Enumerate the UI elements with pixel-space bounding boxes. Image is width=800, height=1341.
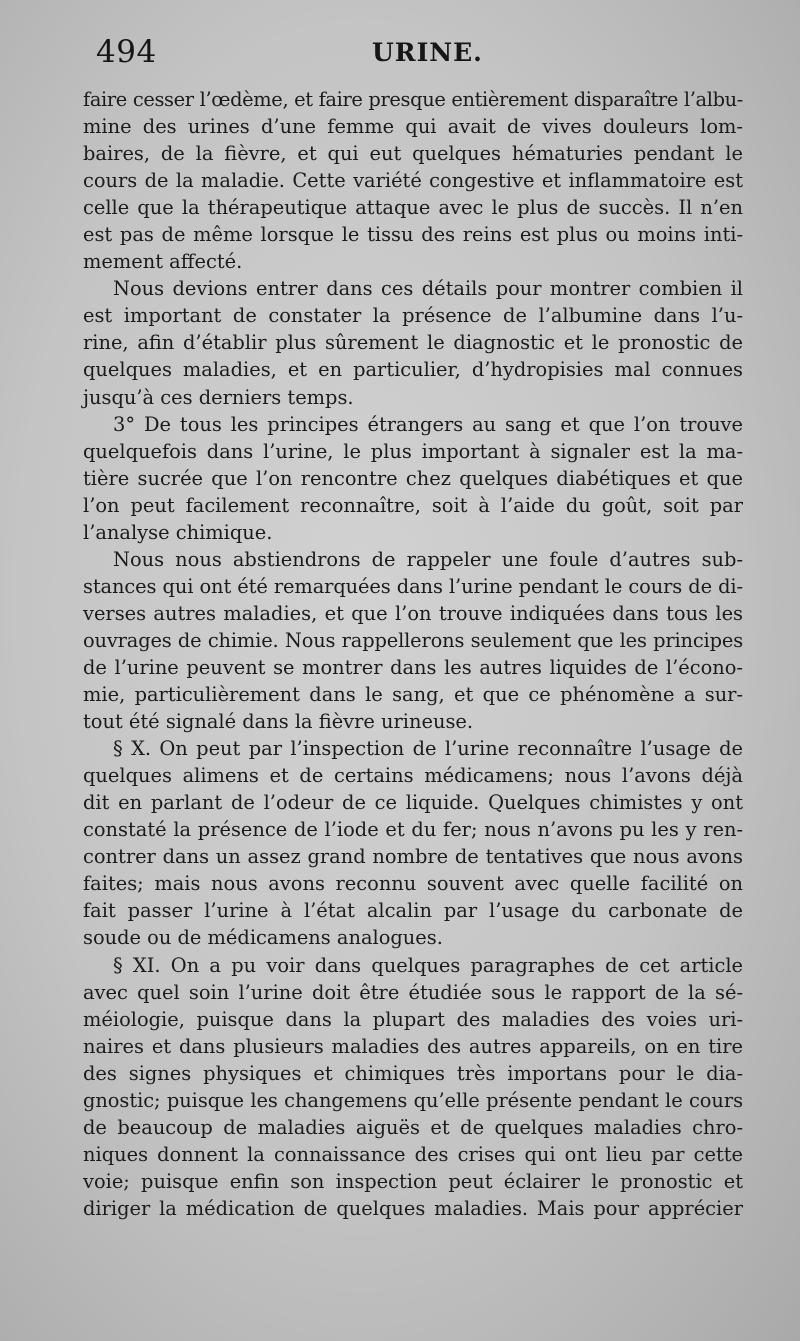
text-line: faire cesser l’œdème, et faire presque entièrement disparaître l’albu- [83,88,743,111]
text-line: avec quel soin l’urine doit être étudiée sous le rapport de la sé- [83,980,743,1004]
text-line: mement affecté. [83,250,243,274]
text-line: niques donnent la connaissance des crises qui ont lieu par cette [83,1142,743,1166]
text-line: contrer dans un assez grand nombre de tentatives que nous avons [83,845,743,869]
text-line: quelquefois dans l’urine, le plus important à signaler est la ma- [83,439,743,463]
text-line: mine des urines d’une femme qui avait de vives douleurs lom- [83,115,743,139]
running-head: URINE. [372,38,483,67]
text-line: tière sucrée que l’on rencontre chez quelques diabétiques et que [83,466,743,490]
text-line: jusqu’à ces derniers temps. [83,385,354,409]
text-line: fait passer l’urine à l’état alcalin par l’usage du carbonate de [83,899,743,923]
text-line: baires, de la fièvre, et qui eut quelques hématuries pendant le [83,142,743,166]
text-line: stances qui ont été remarquées dans l’urine pendant le cours de di- [83,574,743,598]
text-line: § XI. On a pu voir dans quelques paragraphes de cet article [113,953,743,977]
text-line: voie; puisque enfin son inspection peut éclairer le pronostic et [83,1169,743,1193]
text-line: est pas de même lorsque le tissu des reins est plus ou moins inti- [83,223,743,247]
text-line: de beaucoup de maladies aiguës et de quelques maladies chro- [83,1115,743,1139]
text-line: quelques maladies, et en particulier, d’hydropisies mal connues [83,358,743,382]
text-line: rine, afin d’établir plus sûrement le diagnostic et le pronostic de [83,331,743,355]
text-line: naires et dans plusieurs maladies des autres appareils, on en tire [83,1034,743,1058]
text-line: § X. On peut par l’inspection de l’urine reconnaître l’usage de [113,737,743,761]
text-line: ouvrages de chimie. Nous rappellerons seulement que les principes [83,628,743,652]
text-line: dit en parlant de l’odeur de ce liquide. Quelques chimistes y ont [83,791,743,815]
text-line: 3° De tous les principes étrangers au sang et que l’on trouve [113,412,743,436]
text-line: soude ou de médicamens analogues. [83,926,443,950]
page-header [96,34,736,80]
text-line: méiologie, puisque dans la plupart des maladies des voies uri- [83,1007,743,1031]
text-line: est important de constater la présence de l’albumine dans l’u- [83,304,743,328]
text-line: l’analyse chimique. [83,520,273,544]
text-line: mie, particulièrement dans le sang, et que ce phénomène a sur- [83,683,743,707]
text-line: de l’urine peuvent se montrer dans les autres liquides de l’écono- [83,655,743,679]
body-text [83,86,743,1222]
text-line: l’on peut facilement reconnaître, soit à l’aide du goût, soit par [83,493,743,517]
text-line: verses autres maladies, et que l’on trouve indiquées dans tous les [83,601,743,625]
text-line: diriger la médication de quelques maladies. Mais pour apprécier [83,1196,743,1220]
text-line: gnostic; puisque les changemens qu’elle présente pendant le cours [83,1088,743,1112]
text-line: Nous nous abstiendrons de rappeler une foule d’autres sub- [113,547,743,571]
text-line: faites; mais nous avons reconnu souvent avec quelle facilité on [83,872,743,896]
text-line: celle que la thérapeutique attaque avec le plus de succès. Il n’en [83,196,743,220]
page-number: 494 [96,34,157,70]
text-line: quelques alimens et de certains médicamens; nous l’avons déjà [83,764,743,788]
text-line: cours de la maladie. Cette variété congestive et inflammatoire est [83,169,743,193]
text-line: des signes physiques et chimiques très importans pour le dia- [83,1061,743,1085]
text-line: constaté la présence de l’iode et du fer; nous n’avons pu les y ren- [83,818,743,842]
text-line: Nous devions entrer dans ces détails pour montrer combien il [113,277,743,301]
text-line: tout été signalé dans la fièvre urineuse. [83,710,474,734]
